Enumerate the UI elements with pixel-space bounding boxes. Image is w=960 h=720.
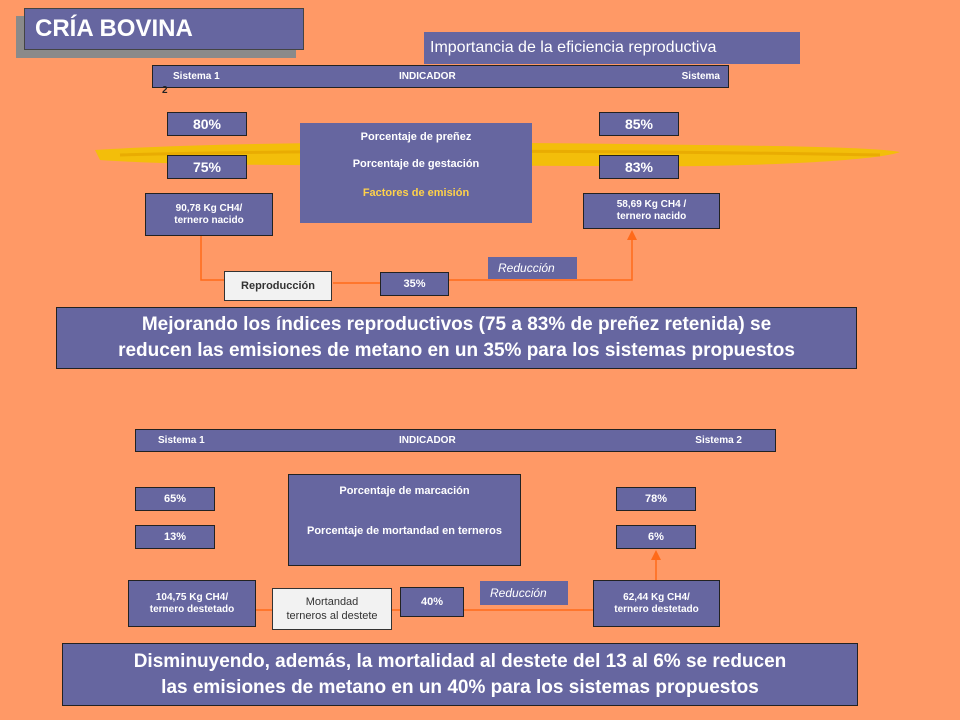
s2-gestacion-value: 83% (599, 155, 679, 179)
s2-emission-value-2: 62,44 Kg CH4/ (623, 591, 690, 603)
section1-conclusion-line1: Mejorando los índices reproductivos (75 a 83% de preñez retenida) se (141, 314, 772, 335)
section2-conclusion-line2: las emisiones de metano en un 40% para los sistemas propuestos (161, 676, 759, 698)
s1-marcacion-value: 65% (135, 487, 215, 511)
category-reproduccion: Reproducción (224, 271, 332, 301)
s1-emission-value: 90,78 Kg CH4/ (175, 202, 243, 214)
section1-conclusion-line2: reducen las emisiones de metano en un 35% para los sistemas propuestos (118, 340, 795, 361)
reduction-value-40: 40% (400, 587, 464, 617)
category-mortandad-line1: Mortandad (305, 596, 359, 608)
header-sistema2-wrap: 2 (162, 85, 168, 96)
indicator-marcacion: Porcentaje de marcación (339, 485, 470, 497)
indicator-prenez: Porcentaje de preñez (360, 131, 472, 143)
indicator-mortandad: Porcentaje de mortandad en terneros (307, 525, 502, 537)
s1-emission-unit-2: ternero destetado (149, 603, 235, 615)
header-indicador: INDICADOR (399, 71, 456, 82)
s1-prenez-value: 80% (167, 112, 247, 136)
category-mortandad (272, 588, 392, 630)
section2-conclusion (62, 643, 858, 706)
category-mortandad-line2: terneros al destete (286, 610, 378, 622)
section2-conclusion-line1: Disminuyendo, además, la mortalidad al destete del 13 al 6% se reducen (133, 650, 787, 672)
header2-sistema1: Sistema 1 (158, 435, 205, 446)
s1-emission-value-2: 104,75 Kg CH4/ (155, 591, 229, 603)
indicator-gestacion: Porcentaje de gestación (352, 158, 480, 170)
s1-gestacion-value: 75% (167, 155, 247, 179)
header2-indicador: INDICADOR (399, 435, 456, 446)
s2-marcacion-value: 78% (616, 487, 696, 511)
s2-mortandad-value: 6% (616, 525, 696, 549)
reduction-value-35: 35% (380, 272, 449, 296)
reduction-label-1: Reducción (488, 257, 577, 279)
header2-sistema2: Sistema 2 (695, 435, 742, 446)
s2-emission-value: 58,69 Kg CH4 / (616, 199, 687, 210)
indicator-emision: Factores de emisión (362, 187, 470, 199)
header-sistema1: Sistema 1 (173, 71, 220, 82)
header-sistema2: Sistema (681, 71, 720, 82)
s2-emission-unit-2: ternero destetado (614, 603, 699, 615)
s1-mortandad-value: 13% (135, 525, 215, 549)
s2-prenez-value: 85% (599, 112, 679, 136)
reduction-label-2: Reducción (480, 581, 568, 605)
s1-emission-unit: ternero nacido (174, 214, 244, 226)
page-subtitle: Importancia de la eficiencia reproductiva (424, 32, 800, 64)
page-title: CRÍA BOVINA (24, 8, 304, 50)
s2-emission-unit: ternero nacido (616, 211, 687, 222)
